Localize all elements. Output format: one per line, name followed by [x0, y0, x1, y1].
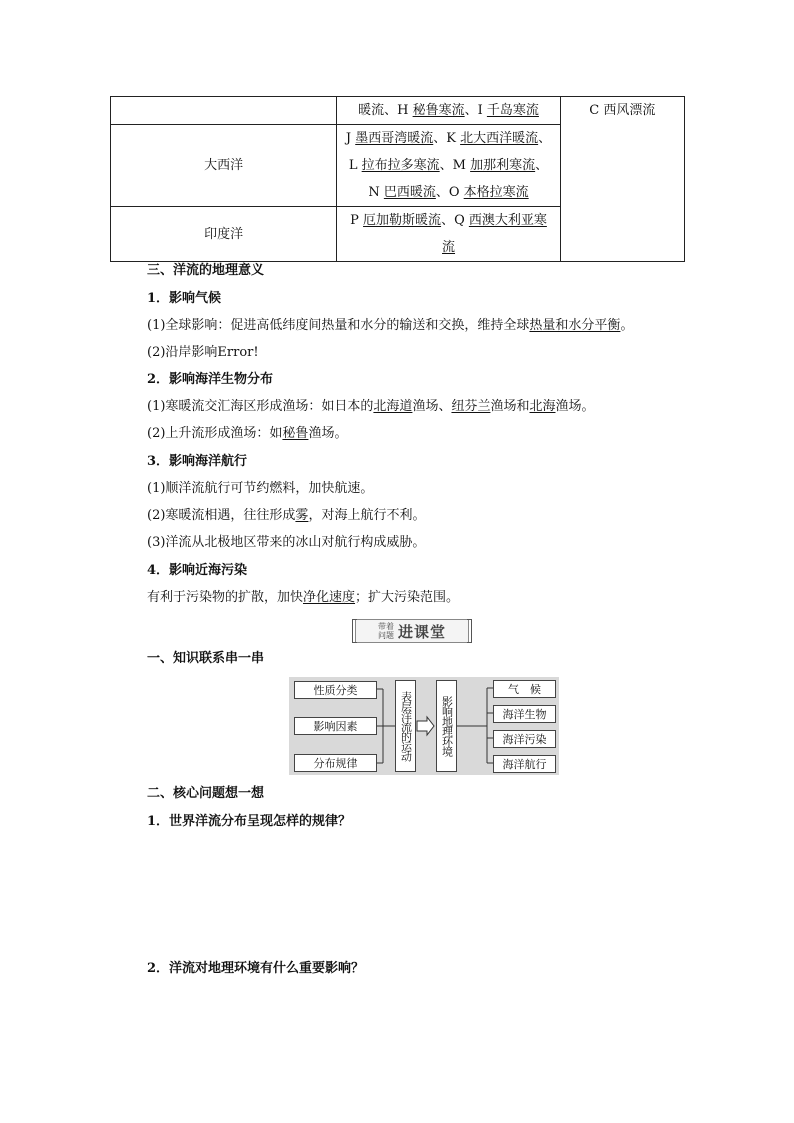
diagram-left-box: 影响因素	[294, 717, 377, 735]
part-title: 一、知识联系串一串	[147, 651, 265, 666]
diagram-right-box: 海洋航行	[493, 755, 556, 773]
part-title: 二、核心问题想一想	[147, 786, 265, 801]
question: 2．洋流对地理环境有什么重要影响？	[147, 961, 365, 976]
subsection-title: 3．影响海洋航行	[147, 454, 248, 469]
paragraph: (1)寒暖流交汇海区形成渔场：如日本的北海道渔场、纽芬兰渔场和北海渔场。	[147, 399, 595, 414]
diagram-right-box: 海洋污染	[493, 730, 556, 748]
subsection-title: 4．影响近海污染	[147, 563, 248, 578]
question: 1．世界洋流分布呈现怎样的规律？	[147, 814, 352, 829]
diagram-left-box: 分布规律	[294, 754, 377, 772]
section-title: 三、洋流的地理意义	[147, 263, 265, 278]
ocean-cell: 大西洋	[111, 125, 337, 207]
other-cell: C 西风漂流	[560, 97, 684, 262]
banner-small-text: 带着	[377, 622, 394, 631]
ocean-cell: 印度洋	[111, 207, 337, 262]
currents-cell: 暖流、H 秘鲁寒流、I 千岛寒流	[337, 97, 560, 125]
diagram-center-box: 影响地理环境	[436, 680, 457, 772]
banner-title: 进课堂	[397, 622, 446, 641]
diagram-center-box: 表层洋流的运动	[395, 680, 416, 772]
paragraph: (3)洋流从北极地区带来的冰山对航行构成威胁。	[147, 535, 426, 550]
paragraph: (1)顺洋流航行可节约燃料，加快航速。	[147, 481, 374, 496]
paragraph: (2)上升流形成渔场：如秘鲁渔场。	[147, 426, 348, 441]
paragraph: (2)寒暖流相遇，往往形成雾，对海上航行不利。	[147, 508, 426, 523]
paragraph: (2)沿岸影响Error!	[147, 345, 259, 360]
currents-cell: J 墨西哥湾暖流、K 北大西洋暖流、 L 拉布拉多寒流、M 加那利寒流、 N 巴西暖流、O 本格拉寒流	[337, 125, 560, 207]
into-class-banner	[355, 619, 469, 643]
currents-cell: P 厄加勒斯暖流、Q 西澳大利亚寒 流	[337, 207, 560, 262]
subsection-title: 1．影响气候	[147, 291, 222, 306]
ocean-cell	[111, 97, 337, 125]
knowledge-diagram	[289, 677, 559, 775]
paragraph: 有利于污染物的扩散，加快净化速度；扩大污染范围。	[147, 590, 460, 605]
diagram-right-box: 海洋生物	[493, 705, 556, 723]
paragraph: (1)全球影响：促进高低纬度间热量和水分的输送和交换，维持全球热量和水分平衡。	[147, 318, 634, 333]
banner-small-text: 问题	[377, 631, 394, 640]
diagram-right-box: 气 候	[493, 680, 556, 698]
ocean-current-table	[110, 96, 685, 262]
diagram-left-box: 性质分类	[294, 681, 377, 699]
table-row	[111, 97, 685, 125]
subsection-title: 2．影响海洋生物分布	[147, 372, 274, 387]
